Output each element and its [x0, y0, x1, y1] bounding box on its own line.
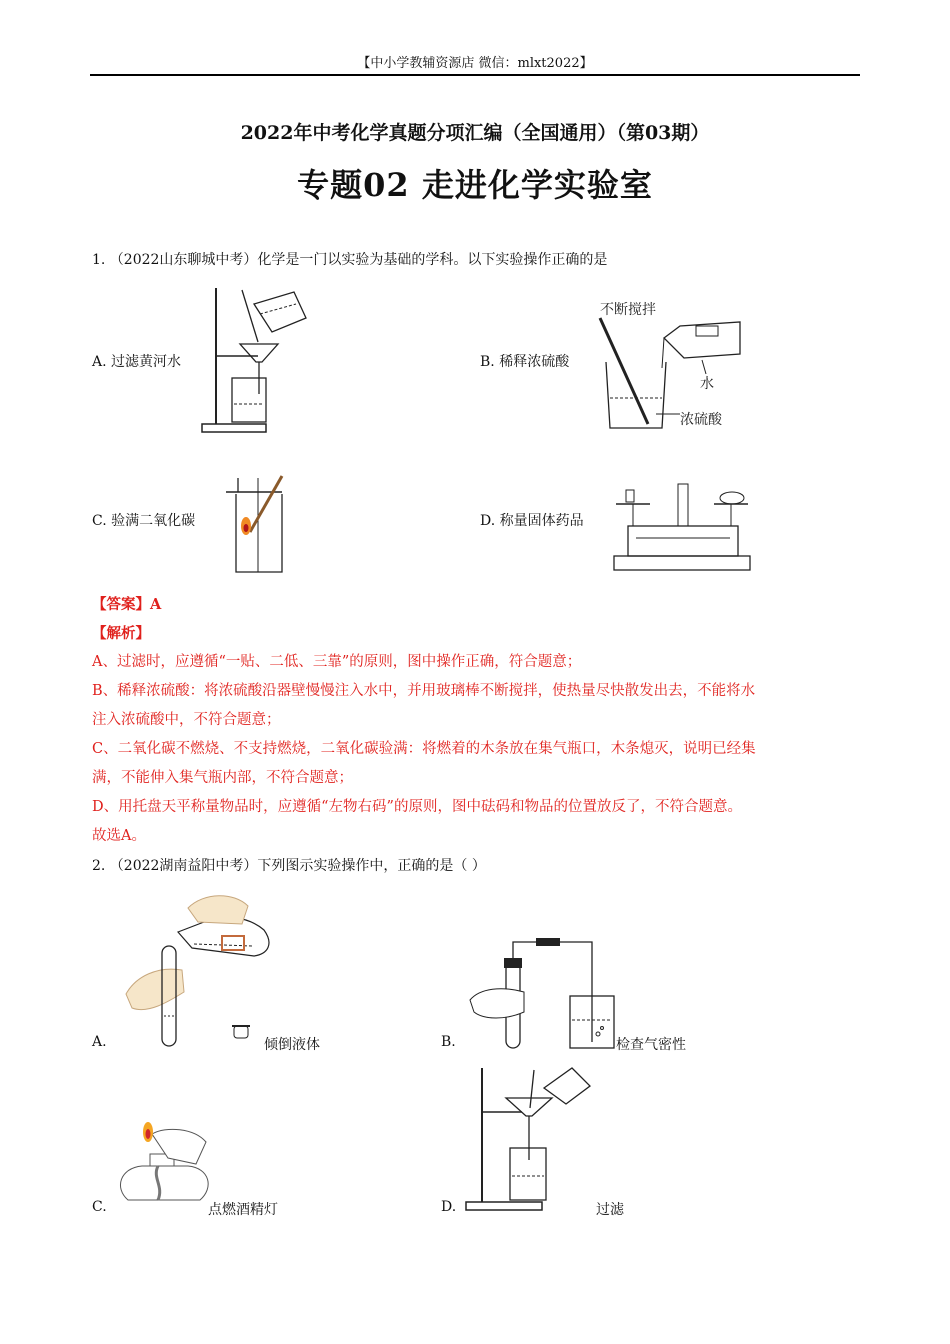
q2-option-b-letter: B. — [441, 1034, 456, 1050]
document-subtitle: 2022年中考化学真题分项汇编（全国通用）（第03期） — [240, 122, 710, 144]
q2-figure-b-airtight — [466, 936, 616, 1054]
analysis-line: D、用托盘天平称量物品时，应遵循“左物右码”的原则，图中砝码和物品的位置放反了，不符合题意。 — [92, 799, 742, 815]
q1-option-d: D. 称量固体药品 — [480, 513, 584, 529]
analysis-line: B、稀释浓硫酸：将浓硫酸沿器壁慢慢注入水中，并用玻璃棒不断搅拌，使热量尽快散发出去，不能将水 — [92, 683, 756, 699]
q1-figure-d-balance — [606, 476, 756, 574]
analysis-line: 注入浓硫酸中，不符合题意； — [92, 712, 281, 728]
q2-stem: 2. （2022湖南益阳中考）下列图示实验操作中，正确的是（ ） — [92, 858, 486, 874]
analysis-line: A、过滤时，应遵循“一贴、二低、三靠”的原则，图中操作正确，符合题意； — [92, 654, 582, 670]
q2-option-a-label: 倾倒液体 — [264, 1037, 320, 1053]
q2-option-a-letter: A. — [92, 1034, 107, 1050]
q1-analysis-title: 【解析】 — [92, 625, 150, 642]
q1-answer: 【答案】A — [92, 596, 162, 613]
q2-option-d-label: 过滤 — [596, 1202, 624, 1218]
q2-figure-d-filtration — [462, 1064, 602, 1212]
q2-option-c-letter: C. — [92, 1199, 107, 1215]
q2-figure-a-pouring — [118, 886, 278, 1048]
q1-figure-b-dilution — [596, 298, 746, 434]
q2-option-d-letter: D. — [441, 1199, 457, 1215]
analysis-line: 满，不能伸入集气瓶内部，不符合题意； — [92, 770, 353, 786]
water-label: 水 — [700, 376, 714, 392]
q2-option-c-label: 点燃酒精灯 — [208, 1202, 278, 1218]
q1-stem: 1. （2022山东聊城中考）化学是一门以实验为基础的学科。以下实验操作正确的是 — [92, 252, 608, 268]
stir-label: 不断搅拌 — [600, 302, 656, 318]
q2-figure-c-alcohol-lamp — [112, 1108, 216, 1216]
q1-figure-a-filtration — [198, 284, 318, 436]
q1-option-b: B. 稀释浓硫酸 — [480, 354, 570, 370]
q2-option-b-label: 检查气密性 — [616, 1037, 686, 1053]
analysis-line: 故选A。 — [92, 828, 146, 844]
analysis-line: C、二氧化碳不燃烧、不支持燃烧，二氧化碳验满：将燃着的木条放在集气瓶口，木条熄灭，说明已经集 — [92, 741, 756, 757]
q1-option-c: C. 验满二氧化碳 — [92, 513, 196, 529]
q1-figure-c-co2-test — [224, 472, 294, 578]
acid-label: 浓硫酸 — [680, 412, 722, 428]
page-header: 【中小学教辅资源店 微信：mlxt2022】 — [357, 56, 593, 71]
q1-option-a: A. 过滤黄河水 — [92, 354, 182, 370]
header-rule — [90, 74, 860, 76]
document-title: 专题02 走进化学实验室 — [297, 166, 653, 204]
